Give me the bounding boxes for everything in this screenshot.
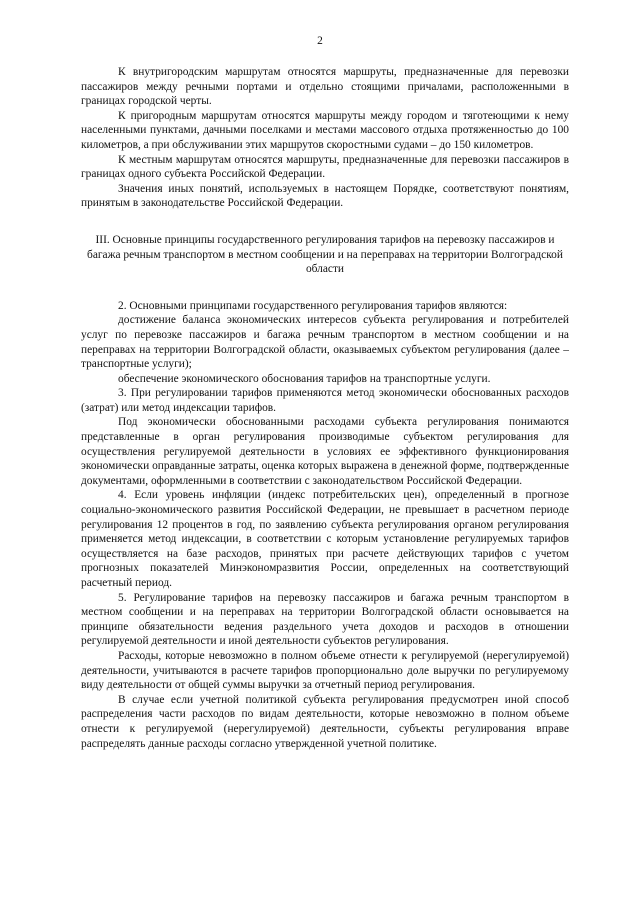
section-heading: III. Основные принципы государственного регулирования тарифов на перевозку пассажиров и багажа речным транспортом в местном сообщении и на переправах на территории Волгоградской области	[87, 233, 563, 276]
document-body	[81, 65, 569, 751]
paragraph-inflation: 4. Если уровень инфляции (индекс потребительских цен), определенный в прогнозе социально-экономического развития Российской Федерации, не превышает в расчетном периоде регулирования 12 процентов в год, по заявлению субъекта регулирования органом регулирования применяется метод индексации, в соответствии с которым установление регулируемых тарифов осуществляется на базе расходов, принятых при расчете действующих тарифов с учетом прогнозных показателей Минэкономразвития России, определенных на соответствующий расчетный период.	[81, 489, 569, 589]
paragraph-justification: обеспечение экономического обоснования тарифов на транспортные услуги.	[118, 372, 491, 385]
paragraph-other-terms: Значения иных понятий, используемых в настоящем Порядке, соответствуют понятиям, принятым в законодательстве Российской Федерации.	[81, 182, 569, 210]
page-number: 2	[317, 35, 323, 47]
paragraph-intracity-routes: К внутригородским маршрутам относятся маршруты, предназначенные для перевозки пассажиров между речными портами и отдельно стоящими причалами, расположенными в границах городской черты.	[81, 66, 569, 108]
paragraph-suburban-routes: К пригородным маршрутам относятся маршруты между городом и тяготеющими к нему населенными пунктами, дачными поселками и местами массового отдыха протяженностью до 100 километров, а при обслуживании этих маршрутов скоростными судами – до 150 километров.	[81, 109, 569, 151]
paragraph-principles-intro: 2. Основными принципами государственного регулирования тарифов являются:	[118, 299, 508, 312]
paragraph-accounting-policy: В случае если учетной политикой субъекта регулирования предусмотрен иной способ распределения части расходов по видам деятельности, которые невозможно в полном объеме отнести к регулируемой (нерегулируемой) деятельности, субъекты регулирования вправе распределять данные расходы согласно утвержденной учетной политике.	[81, 693, 569, 750]
paragraph-proportional-costs: Расходы, которые невозможно в полном объеме отнести к регулируемой (нерегулируемой) деятельности, учитываются в расчете тарифов пропорционально доле выручки по регулируемому виду деятельности от общей суммы выручки за отчетный период регулирования.	[81, 649, 569, 692]
paragraph-justified-costs: Под экономически обоснованными расходами субъекта регулирования понимаются представленные в орган регулирования производимые субъектом регулирования для осуществления регулируемой деятельности в условиях ее эффективного функционирования экономически оправданные затраты, оценка которых выражена в денежной форме, подтвержденные документами, оформленными в соответствии с законодательством Российской Федерации.	[81, 416, 569, 487]
paragraph-local-routes: К местным маршрутам относятся маршруты, предназначенные для перевозки пассажиров в границах одного субъекта Российской Федерации.	[81, 153, 569, 181]
paragraph-separate-accounting: 5. Регулирование тарифов на перевозку пассажиров и багажа речным транспортом в местном сообщении и на переправах на территории Волгоградской области основывается на принципе обязательности ведения раздельного учета доходов и расходов в отношении регулируемой деятельности и иной деятельности субъектов регулирования.	[81, 591, 569, 648]
heading-spacer	[81, 277, 569, 299]
paragraph-methods: 3. При регулировании тарифов применяются метод экономически обоснованных расходов (затрат) или метод индексации тарифов.	[81, 387, 569, 414]
paragraph-balance: достижение баланса экономических интересов субъекта регулирования и потребителей услуг по перевозке пассажиров и багажа речным транспортом в местном сообщении и на переправах на территории Волгоградской области, оказываемых субъектом регулирования (далее – транспортные услуги);	[81, 314, 569, 371]
